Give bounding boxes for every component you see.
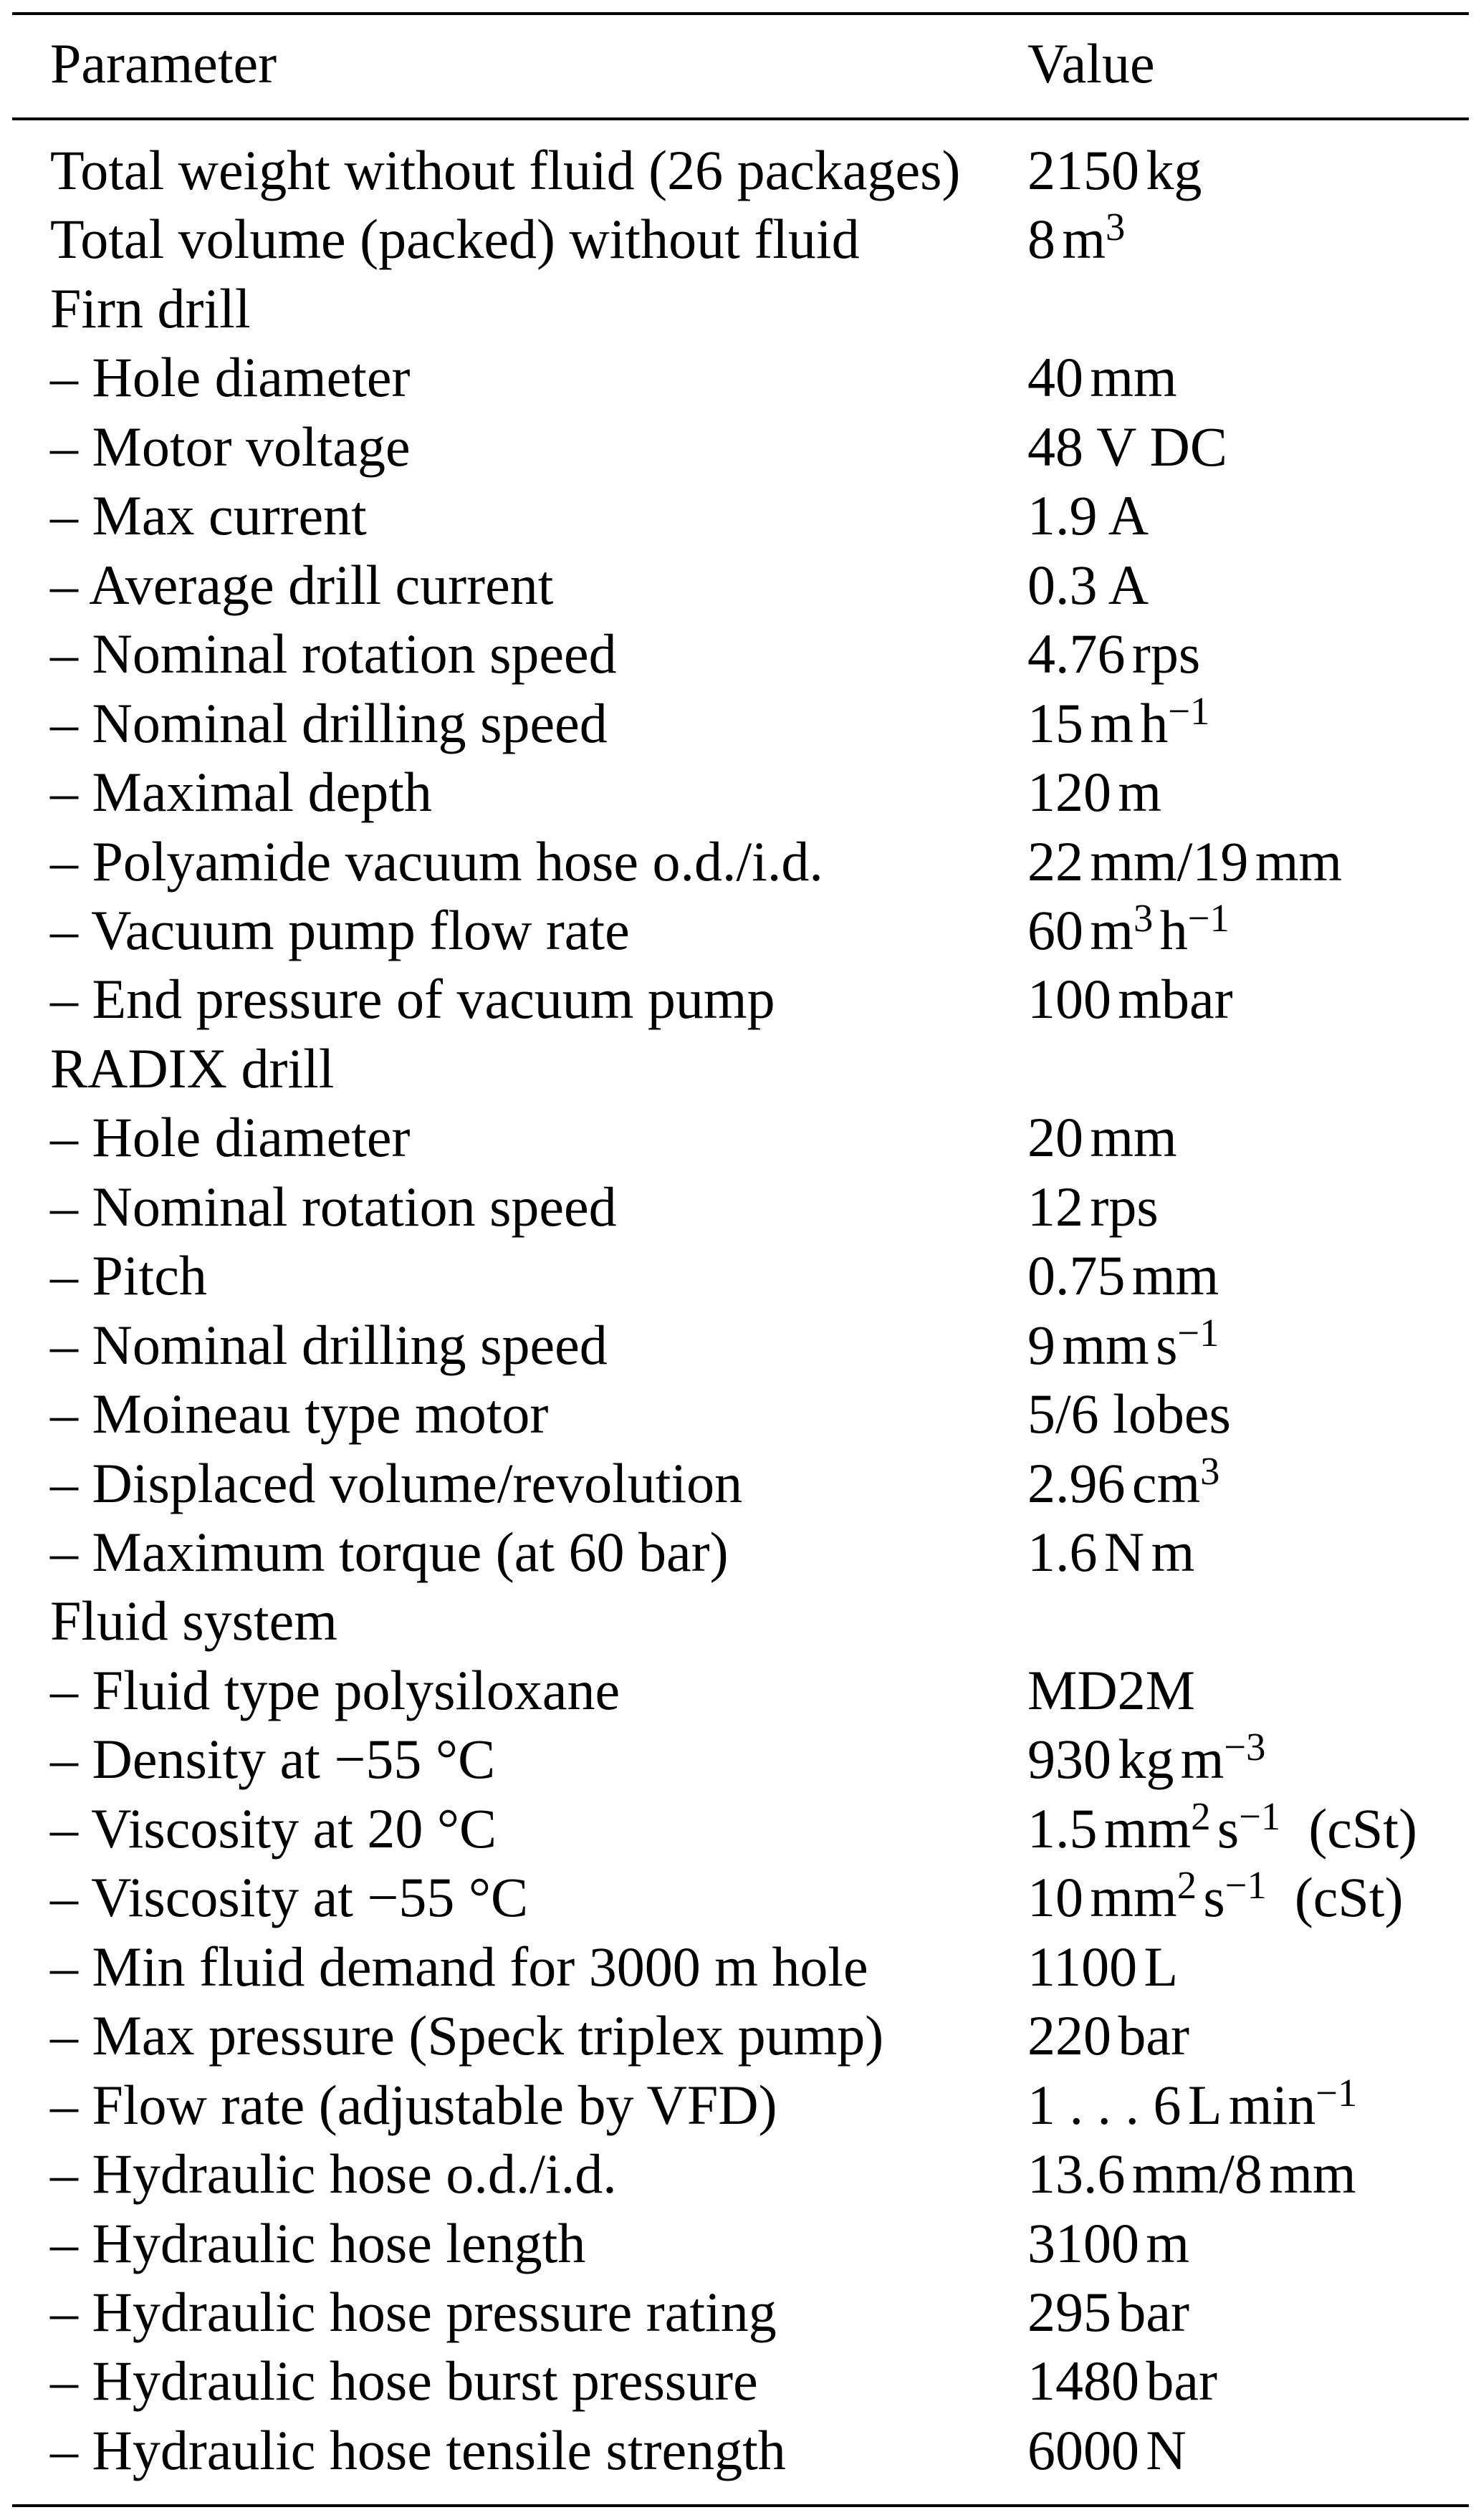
parameter-cell: – Flow rate (adjustable by VFD) xyxy=(50,2074,777,2136)
value-cell: 4.76 rps xyxy=(1027,622,1201,685)
value-cell: 295 bar xyxy=(1027,2281,1189,2343)
section-label: Fluid system xyxy=(50,1590,337,1652)
parameter-cell: – End pressure of vacuum pump xyxy=(50,968,775,1030)
section-label: RADIX drill xyxy=(50,1037,335,1100)
parameter-cell: – Viscosity at 20 °C xyxy=(50,1797,497,1860)
parameter-cell: Total volume (packed) without fluid xyxy=(50,208,860,270)
value-cell: 15 m $h^{-1}$ xyxy=(1027,689,1210,754)
unit-exponent: 2 xyxy=(1176,1863,1197,1908)
parameter-cell: – Hydraulic hose burst pressure xyxy=(50,2350,758,2412)
header-rule xyxy=(12,117,1469,120)
value-cell: 9 mm $s^{-1}$ xyxy=(1027,1311,1219,1376)
parameter-cell: – Max pressure (Speck triplex pump) xyxy=(50,2004,884,2067)
value-cell: 10 $mm^2$ $s^{-1}$ (cSt) xyxy=(1027,1863,1404,1928)
bottom-rule xyxy=(12,2504,1469,2507)
parameter-cell: – Pitch xyxy=(50,1244,207,1307)
parameter-cell: – Hole diameter xyxy=(50,1106,411,1168)
parameter-cell: – Vacuum pump flow rate xyxy=(50,899,630,961)
parameter-cell: – Nominal rotation speed xyxy=(50,1175,617,1238)
value-cell: 930 kg $m^{-3}$ xyxy=(1027,1725,1266,1790)
unit-exponent: −1 xyxy=(1168,689,1210,734)
parameter-cell: – Average drill current xyxy=(50,554,554,616)
value-cell: 1480 bar xyxy=(1027,2350,1217,2412)
value-cell: 3100 m xyxy=(1027,2212,1190,2274)
value-cell: 1.6 N m xyxy=(1027,1521,1195,1583)
unit-exponent: −1 xyxy=(1239,1794,1281,1839)
header-parameter: Parameter xyxy=(50,32,277,95)
parameter-cell: – Nominal drilling speed xyxy=(50,1314,608,1376)
parameter-cell: – Viscosity at −55 °C xyxy=(50,1866,529,1928)
parameter-cell: – Min fluid demand for 3000 m hole xyxy=(50,1935,868,1998)
parameter-cell: – Hydraulic hose o.d./i.d. xyxy=(50,2143,617,2205)
unit-exponent: −1 xyxy=(1224,1863,1267,1908)
parameter-cell: – Hydraulic hose tensile strength xyxy=(50,2419,786,2481)
parameter-cell: – Moineau type motor xyxy=(50,1382,549,1445)
unit-exponent: 3 xyxy=(1200,1449,1220,1494)
parameter-cell: – Density at −55 °C xyxy=(50,1728,496,1790)
value-cell: 20 mm xyxy=(1027,1106,1177,1168)
parameter-cell: – Hydraulic hose length xyxy=(50,2212,586,2274)
parameter-cell: – Maximum torque (at 60 bar) xyxy=(50,1521,729,1583)
parameter-cell: – Displaced volume/revolution xyxy=(50,1452,743,1514)
unit-exponent: −1 xyxy=(1177,1311,1219,1355)
value-cell: 1100 L xyxy=(1027,1935,1179,1998)
value-cell: 100 mbar xyxy=(1027,968,1233,1030)
header-value: Value xyxy=(1027,32,1155,95)
parameter-cell: Total weight without fluid (26 packages) xyxy=(50,139,961,201)
unit-exponent: −3 xyxy=(1224,1725,1266,1769)
parameter-cell: – Fluid type polysiloxane xyxy=(50,1659,620,1721)
value-cell: 2150 kg xyxy=(1027,139,1202,201)
value-cell: 6000 N xyxy=(1027,2419,1187,2481)
parameter-cell: – Hydraulic hose pressure rating xyxy=(50,2281,777,2343)
parameter-cell: – Nominal drilling speed xyxy=(50,692,608,754)
parameter-cell: – Maximal depth xyxy=(50,761,432,823)
value-cell: 0.75 mm xyxy=(1027,1244,1219,1307)
unit-exponent: 2 xyxy=(1191,1794,1211,1839)
value-cell: 12 rps xyxy=(1027,1175,1159,1238)
value-cell: 2.96 $cm^3$ xyxy=(1027,1449,1220,1514)
value-cell: 0.3 A xyxy=(1027,554,1149,616)
value-cell: 5/6 lobes xyxy=(1027,1382,1231,1445)
unit-exponent: 3 xyxy=(1133,896,1154,941)
parameter-cell: – Max current xyxy=(50,484,367,547)
value-cell: MD2M xyxy=(1027,1659,1196,1721)
value-cell: 60 $m^3$ $h^{-1}$ xyxy=(1027,896,1230,961)
unit-exponent: −1 xyxy=(1187,896,1230,941)
parameter-cell: – Nominal rotation speed xyxy=(50,622,617,685)
value-cell: 220 bar xyxy=(1027,2004,1189,2067)
parameter-cell: – Motor voltage xyxy=(50,415,411,478)
value-cell: 40 mm xyxy=(1027,346,1177,408)
section-label: Firn drill xyxy=(50,277,251,340)
value-cell: 1 . . . 6 L $\min^{-1}$ xyxy=(1027,2071,1358,2136)
value-cell: 1.9 A xyxy=(1027,484,1149,547)
value-cell: 8 $m^3$ xyxy=(1027,205,1126,270)
value-cell: 13.6 mm/8 mm xyxy=(1027,2143,1356,2205)
value-cell: 48 V DC xyxy=(1027,415,1227,478)
value-cell: 1.5 $mm^2$ $s^{-1}$ (cSt) xyxy=(1027,1794,1417,1860)
unit-exponent: 3 xyxy=(1106,205,1126,249)
value-cell: 120 m xyxy=(1027,761,1162,823)
value-cell: 22 mm/19 mm xyxy=(1027,830,1343,893)
parameter-cell: – Hole diameter xyxy=(50,346,411,408)
parameter-cell: – Polyamide vacuum hose o.d./i.d. xyxy=(50,830,823,893)
unit-exponent: −1 xyxy=(1315,2071,1358,2115)
